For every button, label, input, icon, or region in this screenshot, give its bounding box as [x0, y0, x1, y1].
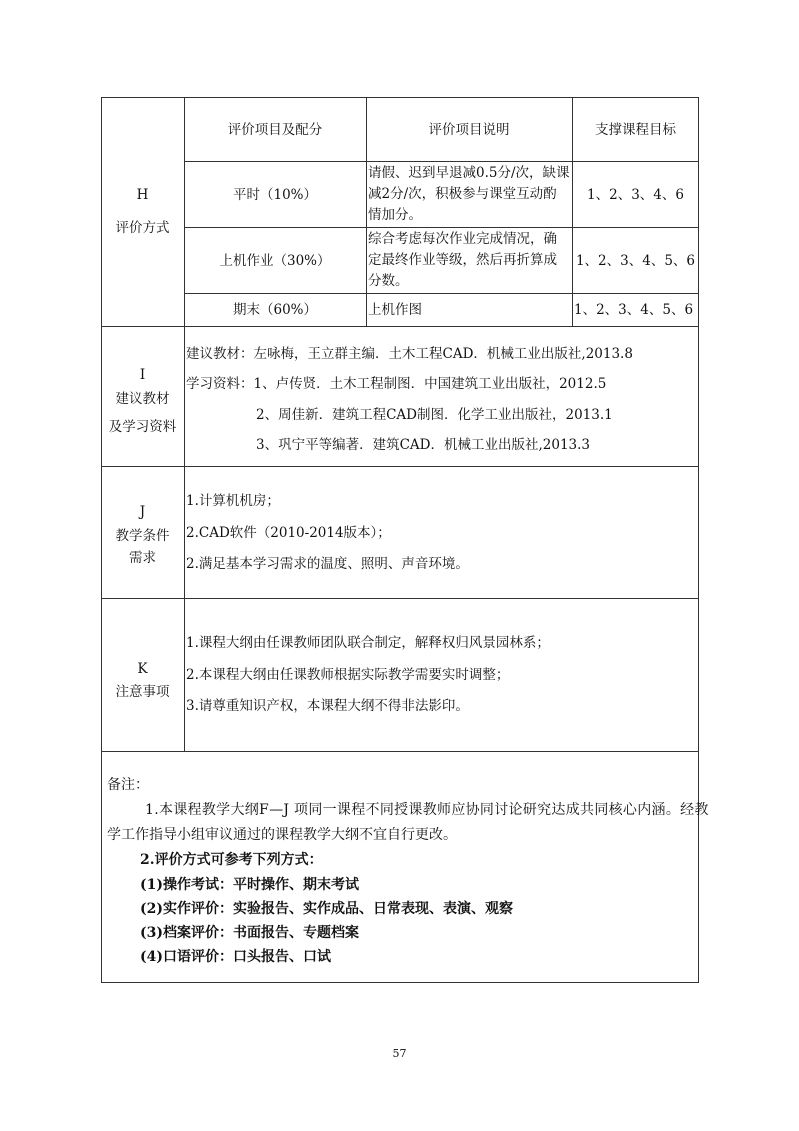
row-goals: 1、2、3、4、5、6 — [574, 302, 694, 318]
row-goals: 1、2、3、4、6 — [587, 187, 684, 203]
reference-line: 2、周佳新．建筑工程CAD制图．化学工业出版社，2013.1 — [256, 407, 613, 423]
section-j-letter: J — [139, 504, 146, 520]
table-rule — [184, 293, 699, 294]
notes-item: (2)实作评价：实验报告、实作成品、日常表现、表演、观察 — [140, 901, 513, 917]
row-goals: 1、2、3、4、5、6 — [575, 253, 696, 269]
header-goals: 支撑课程目标 — [595, 122, 676, 138]
section-i-title: 建议教材 — [115, 391, 170, 407]
row-item: 上机作业（30%） — [219, 253, 331, 269]
section-k-letter: K — [137, 661, 148, 677]
section-k-title: 注意事项 — [115, 684, 170, 700]
notes-item: (1)操作考试：平时操作、期末考试 — [140, 877, 359, 893]
notes-line: 1.本课程教学大纲F—J 项同一课程不同授课教师应协同讨论研究达成共同核心内涵。经教 — [145, 802, 709, 818]
notes-heading: 备注： — [107, 777, 149, 793]
notes-item: (4)口语评价：口头报告、口试 — [140, 949, 331, 965]
table-rule — [184, 227, 699, 228]
notes-line: 学工作指导小组审议通过的课程教学大纲不宜自行更改。 — [107, 827, 457, 843]
table-rule — [101, 598, 699, 599]
notice-line: 2.本课程大纲由任课教师根据实际教学需要实时调整； — [186, 667, 510, 683]
section-j-title: 需求 — [129, 550, 156, 566]
header-desc: 评价项目说明 — [428, 122, 510, 138]
page-number: 57 — [392, 1047, 407, 1060]
table-rule — [101, 466, 699, 467]
row-desc: 综合考虑每次作业完成情况，确定最终作业等级，然后再折算成分数。 — [368, 231, 557, 289]
row-item: 平时（10%） — [232, 187, 317, 203]
header-item: 评价项目及配分 — [227, 122, 323, 138]
section-i-letter: I — [139, 367, 146, 383]
notes-line: 2.评价方式可参考下列方式： — [140, 852, 323, 868]
row-desc: 上机作图 — [368, 302, 422, 318]
notice-line: 3.请尊重知识产权，本课程大纲不得非法影印。 — [186, 698, 469, 714]
table-rule — [101, 751, 699, 752]
reference-line: 3、巩宁平等编著．建筑CAD．机械工业出版社,2013.3 — [256, 437, 591, 453]
notes-item: (3)档案评价：书面报告、专题档案 — [140, 925, 359, 941]
table-rule — [101, 326, 699, 327]
row-item: 期末（60%） — [232, 302, 317, 318]
row-desc: 请假、迟到早退减0.5分/次，缺课减2分/次，积极参与课堂互动酌情加分。 — [368, 165, 570, 223]
section-h-title: 评价方式 — [115, 220, 170, 236]
condition-line: 1.计算机机房； — [186, 493, 280, 509]
condition-line: 2.满足基本学习需求的温度、照明、声音环境。 — [186, 556, 469, 572]
reference-line: 建议教材：左咏梅，王立群主编．土木工程CAD．机械工业出版社,2013.8 — [186, 346, 633, 362]
condition-line: 2.CAD软件（2010-2014版本）； — [186, 525, 391, 541]
table-rule — [184, 161, 699, 162]
notice-line: 1.课程大纲由任课教师团队联合制定，解释权归风景园林系； — [186, 635, 550, 651]
reference-line: 学习资料：1、卢传贤．土木工程制图．中国建筑工业出版社，2012.5 — [186, 376, 607, 392]
section-j-title: 教学条件 — [115, 528, 170, 544]
section-i-title: 及学习资料 — [108, 419, 177, 435]
section-h-letter: H — [136, 187, 149, 203]
